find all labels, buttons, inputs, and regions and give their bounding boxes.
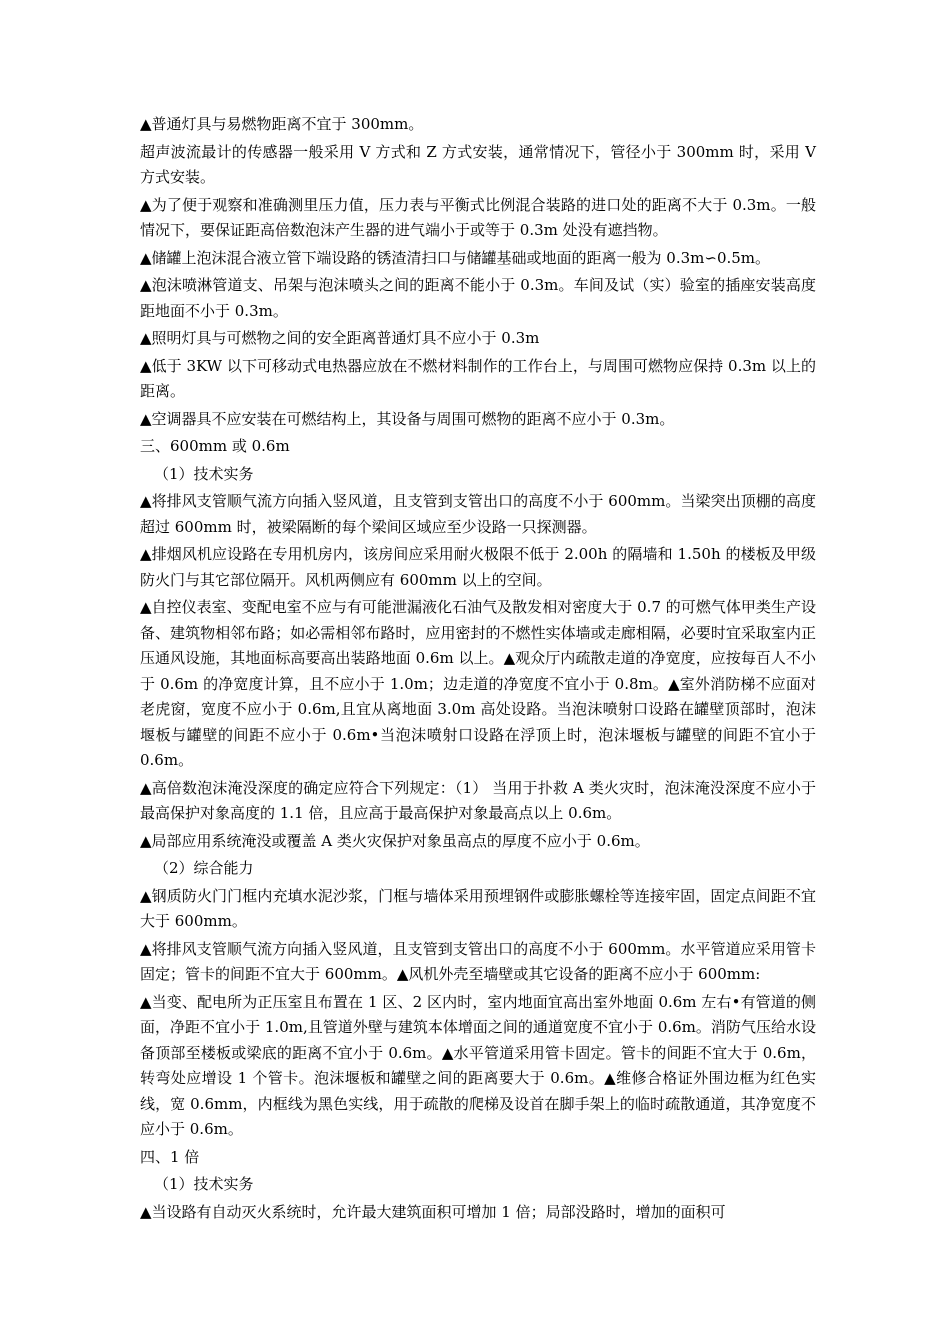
subsection-heading: （1）技术实务 (154, 464, 254, 483)
bullet-paragraph: ▲储罐上泡沫混合液立管下端设路的锈渣清扫口与储罐基础或地面的距离一般为 0.3m∽0.5m。 (140, 248, 771, 267)
paragraph: 超声波流最计的传感器一般采用 V 方式和 Z 方式安装，通常情况下，管径小于 300mm 时，采用 V 方式安装。 (140, 142, 816, 186)
bullet-paragraph: ▲普通灯具与易燃物距离不宜于 300mm。 (140, 115, 424, 133)
bullet-paragraph: ▲钢质防火门门框内充填水泥沙浆，门框与墙体采用预埋钢件或膨胀螺栓等连接牢固，固定点间距不宜大于 600mm。 (140, 886, 816, 930)
bullet-paragraph: ▲高倍数泡沫淹没深度的确定应符合下列规定：（1） 当用于扑救 A 类火灾时，泡沫淹没深度不应小于最高保护对象高度的 1.1 倍，且应高于最高保护对象最高点以上 0.6m。 (140, 778, 816, 822)
subsection-heading: （1）技术实务 (154, 1175, 254, 1193)
bullet-paragraph: ▲自控仪表室、变配电室不应与有可能泄漏液化石油气及散发相对密度大于 0.7 的可燃气体甲类生产设备、建筑物相邻布路；如必需相邻布路时，应用密封的不燃性实体墙或走廊相隔，必要时宜采取室内正压通风设施，其地面标高要高出装路地面 0.6m 以上。▲观众厅内疏散走道的净宽度，应按每百人不小于 0.6m 的净宽度计算，且不应小于 1.0m；边走道的净宽度不宜小于 0.8m。▲室外消防梯不应面对老虎窗，宽度不应小于 0.6m,且宜从离地面 3.0m 高处设路。当泡沫喷射口设路在罐壁顶部时，泡沫堰板与罐壁的间距不应小于 0.6m•当泡沫喷射口设路在浮顶上时，泡沫堰板与罐壁的间距不宜小于 0.6m。 (140, 598, 816, 769)
bullet-paragraph: ▲当变、配电所为正压室且布置在 1 区、2 区内时，室内地面宜高出室外地面 0.6m 左右•有管道的侧面，净距不宜小于 1.0m,且管道外壁与建筑本体增面之间的通道宽度不宜小于 0.6m。消防气压给水设备顶部至楼板或梁底的距离不宜小于 0.6m。▲水平管道采用管卡固定。管卡的间距不宜大于 0.6m，转弯处应增设 1 个管卡。泡沫堰板和罐壁之间的距离要大于 0.6m。▲维修合格证外围边框为红色实线，宽 0.6mm，内框线为黑色实线，用于疏散的爬梯及设首在脚手架上的临时疏散通道，其净宽度不应小于 0.6m。 (140, 992, 816, 1138)
bullet-paragraph: ▲空调器具不应安装在可燃结构上，其设备与周围可燃物的距离不应小于 0.3m。 (140, 409, 675, 428)
paragraph: 四、1 倍 (140, 1147, 200, 1166)
paragraph: 三、600mm 或 0.6m (140, 437, 290, 455)
bullet-paragraph: ▲低于 3KW 以下可移动式电热器应放在不燃材料制作的工作台上，与周围可燃物应保持 0.3m 以上的距离。 (140, 356, 816, 400)
subsection-heading: （2）综合能力 (154, 859, 254, 877)
bullet-paragraph: ▲将排风支管顺气流方向插入竖风道，且支管到支管出口的高度不小于 600mm。水平管道应采用管卡固定；管卡的间距不宜大于 600mm。▲风机外壳至墙壁或其它设备的距离不应小于 600mm: (140, 939, 816, 983)
document-body (140, 112, 816, 1225)
bullet-paragraph: ▲当设路有自动灭火系统时，允许最大建筑面积可增加 1 倍；局部没路时，增加的面积可 (140, 1202, 726, 1221)
bullet-paragraph: ▲局部应用系统淹没或覆盖 A 类火灾保护对象虽高点的厚度不应小于 0.6m。 (140, 831, 650, 850)
bullet-paragraph: ▲排烟风机应设路在专用机房内，该房间应采用耐火极限不低于 2.00h 的隔墙和 1.50h 的楼板及甲级防火门与其它部位隔开。风机两侧应有 600mm 以上的空间。 (140, 545, 816, 589)
bullet-paragraph: ▲为了便于观察和准确测里压力值，压力表与平衡式比例混合装路的进口处的距离不大于 0.3m。一般情况下，要保证距高倍数泡沫产生器的进气端小于或等于 0.3m 处没有遮挡物。 (140, 195, 816, 239)
bullet-paragraph: ▲照明灯具与可燃物之间的安全距离普通灯具不应小于 0.3m (140, 329, 540, 347)
bullet-paragraph: ▲将排风支管顺气流方向插入竖风道，且支管到支管出口的高度不小于 600mm。当梁突出顶棚的高度超过 600mm 时，被梁隔断的每个梁间区域应至少设路一只探测器。 (140, 492, 816, 536)
bullet-paragraph: ▲泡沫喷淋管道支、吊架与泡沫喷头之间的距离不能小于 0.3m。车间及试（实）验室的插座安装高度距地面不小于 0.3m。 (140, 276, 816, 320)
